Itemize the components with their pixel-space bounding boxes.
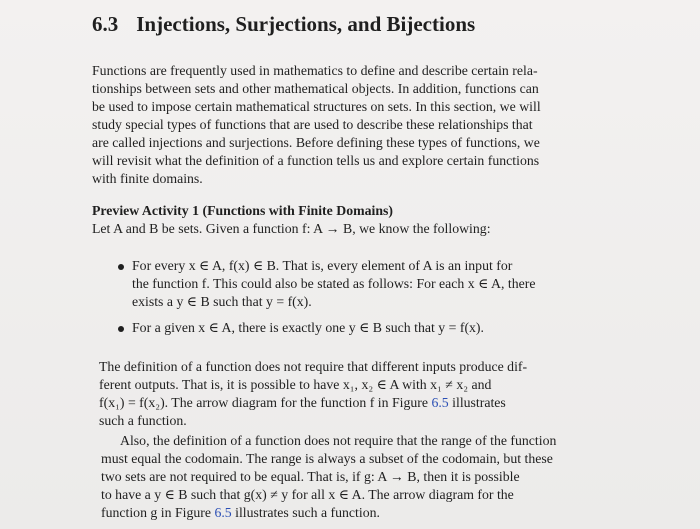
intro-line: are called injections and surjections. Before defining these types of functions, we (92, 135, 540, 150)
bullet-icon (118, 326, 124, 332)
bullet-line: For a given x ∈ A, there is exactly one y ∈ B such that y = f(x). (132, 320, 484, 335)
intro-line: tionships between sets and other mathematical objects. In addition, functions can (92, 81, 539, 96)
paragraph-line: two sets are not required to be equal. That is, if g: A → B, then it is possible (101, 469, 520, 484)
paragraph-line: f(x₁) = f(x₂). The arrow diagram for the function f in Figure 6.5 illustrates (99, 395, 506, 410)
bullet-icon (118, 264, 124, 270)
intro-line: study special types of functions that are used to describe these relationships that (92, 117, 533, 132)
bullet-line: the function f. This could also be stated as follows: For each x ∈ A, there (132, 276, 536, 291)
figure-reference-link[interactable]: 6.5 (431, 395, 449, 410)
section-number: 6.3 (92, 12, 119, 36)
bullet-line: For every x ∈ A, f(x) ∈ B. That is, every element of A is an input for (132, 258, 513, 273)
figure-reference-link[interactable]: 6.5 (214, 505, 232, 520)
paragraph-line: must equal the codomain. The range is always a subset of the codomain, but these (101, 451, 553, 466)
intro-line: be used to impose certain mathematical structures on sets. In this section, we will (92, 99, 541, 114)
paragraph-line: such a function. (99, 413, 187, 428)
preview-activity-lead: Let A and B be sets. Given a function f: A → B, we know the following: (92, 221, 491, 236)
paragraph-line: Also, the definition of a function does not require that the range of the function (120, 433, 557, 448)
section-title: Injections, Surjections, and Bijections (136, 12, 476, 36)
section-heading (92, 12, 475, 37)
paragraph-line: function g in Figure 6.5 illustrates such a function. (101, 505, 380, 520)
intro-line: with finite domains. (92, 171, 203, 186)
intro-line: will revisit what the definition of a function tells us and explore certain functions (92, 153, 540, 168)
preview-activity-heading: Preview Activity 1 (Functions with Finite Domains) (92, 203, 393, 218)
intro-line: Functions are frequently used in mathematics to define and describe certain rela- (92, 63, 538, 78)
bullet-line: exists a y ∈ B such that y = f(x). (132, 294, 312, 309)
paragraph-line: to have a y ∈ B such that g(x) ≠ y for all x ∈ A. The arrow diagram for the (101, 487, 514, 502)
paragraph-line: The definition of a function does not require that different inputs produce dif- (99, 359, 528, 374)
paragraph-line: ferent outputs. That is, it is possible to have x₁, x₂ ∈ A with x₁ ≠ x₂ and (99, 377, 492, 392)
